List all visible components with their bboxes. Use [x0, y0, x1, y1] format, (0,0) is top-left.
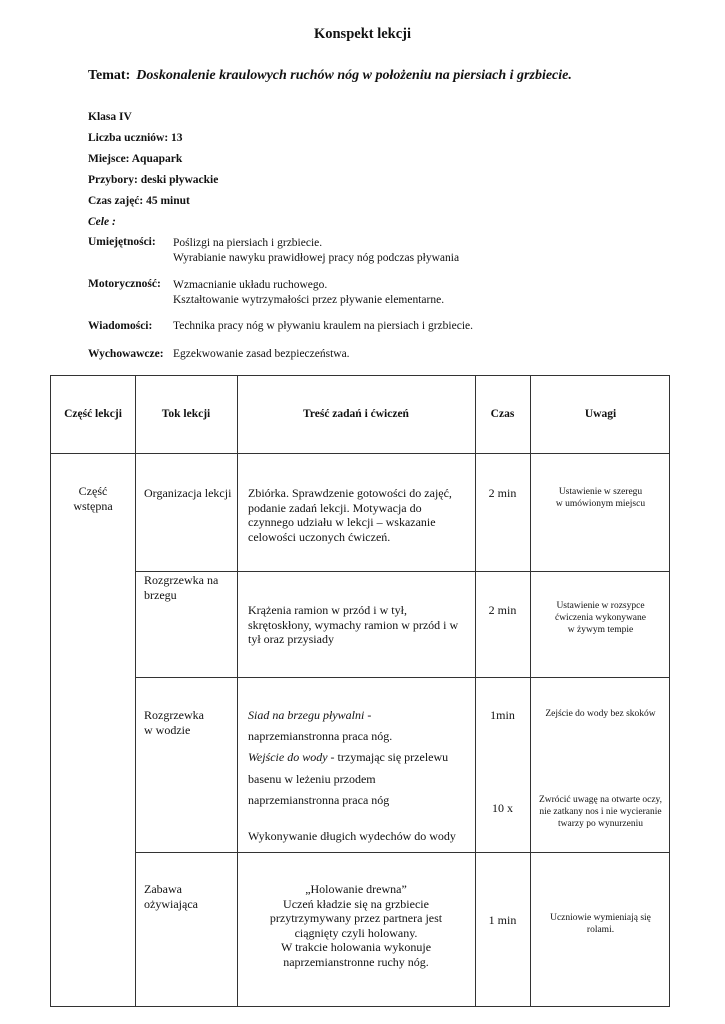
header-time: Czas: [490, 408, 515, 420]
row2-flow-line-2: brzegu: [144, 587, 177, 602]
row3-content-f: Wykonywanie długich wydechów do wody: [248, 829, 456, 843]
row4-content-line-6: naprzemianstronne ruchy nóg.: [283, 954, 429, 969]
row4-notes-line-2: rolami.: [586, 925, 615, 935]
lesson-topic: [88, 68, 572, 84]
row1-content-line-1: Zbiórka. Sprawdzenie gotowości do zajęć,: [248, 486, 452, 500]
header-divider: [51, 453, 669, 454]
row1-content-line-3: czynnego udziału w lekcji – wskazanie: [248, 515, 436, 529]
row2-notes-line-1: Ustawienie w rozsypce: [556, 601, 645, 611]
goal-skills-line-1: Poślizgi na piersiach i grzbiecie.: [173, 237, 323, 249]
row2-content: [248, 603, 458, 647]
row3-content-c-italic: Wejście do wody: [248, 750, 328, 764]
row4-flow: [144, 882, 198, 911]
row-divider: [135, 677, 669, 678]
row4-content-line-2: Uczeń kładzie się na grzbiecie: [283, 896, 429, 911]
part-label-line-2: wstępna: [73, 498, 113, 513]
row-divider: [135, 571, 669, 572]
row4-content-line-3: przytrzymywany przez partnera jest: [269, 911, 443, 925]
lesson-table: [50, 375, 670, 1007]
row2-content-line-2: skrętoskłony, wymachy ramion w przód i w: [248, 617, 459, 632]
goal-motor-label: Motoryczność:: [88, 278, 161, 290]
row3-content-a-rest: -: [364, 708, 372, 722]
row1-flow-line-1: Organizacja lekcji: [144, 486, 232, 500]
row3-time-1: 1min: [490, 708, 515, 722]
row2-notes: [530, 600, 671, 636]
goal-motor-text: [173, 278, 444, 308]
row3-content-d: basenu w leżeniu przodem: [248, 772, 376, 786]
row2-flow-line-1: Rozgrzewka na: [144, 573, 219, 587]
row4-content-line-1: „Holowanie drewna”: [305, 882, 407, 896]
row3-notes-1: [530, 708, 671, 720]
row3-flow-line-2: w wodzie: [144, 722, 191, 737]
goal-education-label: Wychowawcze:: [88, 348, 164, 360]
row4-flow-line-2: ożywiająca: [144, 896, 198, 911]
row1-notes-line-1: Ustawienie w szeregu: [558, 487, 643, 497]
row4-time: 1 min: [488, 913, 517, 927]
document-title: Konspekt lekcji: [313, 26, 412, 42]
info-duration: Czas zajęć: 45 minut: [88, 195, 190, 207]
row4-flow-line-1: Zabawa: [144, 882, 182, 896]
row1-content-line-2: podanie zadań lekcji. Motywacja do: [248, 500, 422, 515]
topic-label: Temat:: [88, 68, 131, 83]
row4-notes-line-1: Uczniowie wymieniają się: [550, 913, 651, 923]
row3-notes-2: [530, 794, 671, 830]
header-notes: Uwagi: [584, 408, 617, 420]
row3-notes-2-line-3: twarzy po wynurzeniu: [558, 819, 643, 829]
row3-notes-2-line-2: nie zatkany nos i nie wycieranie: [539, 807, 662, 817]
goal-motor-line-2: Kształtowanie wytrzymałości przez pływanie elementarne.: [173, 294, 445, 306]
row3-notes-2-line-1: Zwrócić uwagę na otwarte oczy,: [538, 795, 663, 805]
row1-content: [248, 486, 452, 544]
header-part: Część lekcji: [64, 408, 122, 420]
row4-notes: [530, 912, 671, 936]
goal-knowledge-label: Wiadomości:: [88, 320, 153, 332]
row3-content-e: naprzemianstronna praca nóg: [248, 793, 390, 807]
row3-time-2: 10 x: [492, 801, 513, 815]
row3-content-a: [248, 708, 371, 723]
row1-content-line-4: celowości uczonych ćwiczeń.: [248, 529, 391, 544]
row2-content-line-3: tył oraz przysiady: [248, 632, 334, 646]
row3-content-a-italic: Siad na brzegu pływalni: [248, 708, 365, 722]
part-label: [51, 484, 135, 513]
goal-skills-label: Umiejętności:: [88, 236, 156, 248]
row4-content-line-4: ciągnięty czyli holowany.: [294, 925, 418, 940]
row1-flow: [144, 486, 231, 501]
info-class: Klasa IV: [88, 111, 132, 123]
part-label-line-1: Część: [78, 484, 108, 498]
row3-content-c-rest: - trzymając się przelewu: [327, 750, 449, 764]
row4-content: [237, 882, 475, 969]
row1-time: 2 min: [488, 486, 517, 500]
row3-notes-1-line-1: Zejście do wody bez skoków: [545, 709, 656, 719]
info-students: Liczba uczniów: 13: [88, 132, 183, 144]
row3-flow-line-1: Rozgrzewka: [144, 708, 204, 722]
goal-skills-text: [173, 236, 459, 266]
topic-value: Doskonalenie kraulowych ruchów nóg w położeniu na piersiach i grzbiecie.: [136, 68, 572, 83]
info-equipment: Przybory: deski pływackie: [88, 174, 219, 186]
row3-content-c: [248, 750, 448, 765]
header-content: Treść zadań i ćwiczeń: [303, 408, 409, 420]
row2-notes-line-2: ćwiczenia wykonywane: [554, 613, 646, 623]
row1-notes: [530, 486, 671, 510]
goal-education-text: Egzekwowanie zasad bezpieczeństwa.: [173, 348, 350, 360]
column-divider: [475, 376, 476, 1006]
row3-content-b: naprzemianstronna praca nóg.: [248, 729, 393, 743]
row-divider: [135, 852, 669, 853]
header-flow: Tok lekcji: [161, 408, 211, 420]
info-place: Miejsce: Aquapark: [88, 153, 183, 165]
row2-content-line-1: Krążenia ramion w przód i w tył,: [248, 603, 407, 617]
row3-flow: [144, 708, 204, 737]
row1-notes-line-2: w umówionym miejscu: [555, 499, 646, 509]
goals-label: Cele :: [88, 216, 116, 228]
row2-time: 2 min: [488, 603, 517, 617]
goal-knowledge-text: Technika pracy nóg w pływaniu kraulem na piersiach i grzbiecie.: [173, 320, 473, 332]
row2-notes-line-3: w żywym tempie: [567, 625, 634, 635]
row2-flow: [144, 573, 218, 602]
column-divider: [135, 376, 136, 1006]
goal-motor-line-1: Wzmacnianie układu ruchowego.: [173, 279, 328, 291]
goal-skills-line-2: Wyrabianie nawyku prawidłowej pracy nóg podczas pływania: [173, 252, 460, 264]
row4-content-line-5: W trakcie holowania wykonuje: [280, 940, 432, 954]
